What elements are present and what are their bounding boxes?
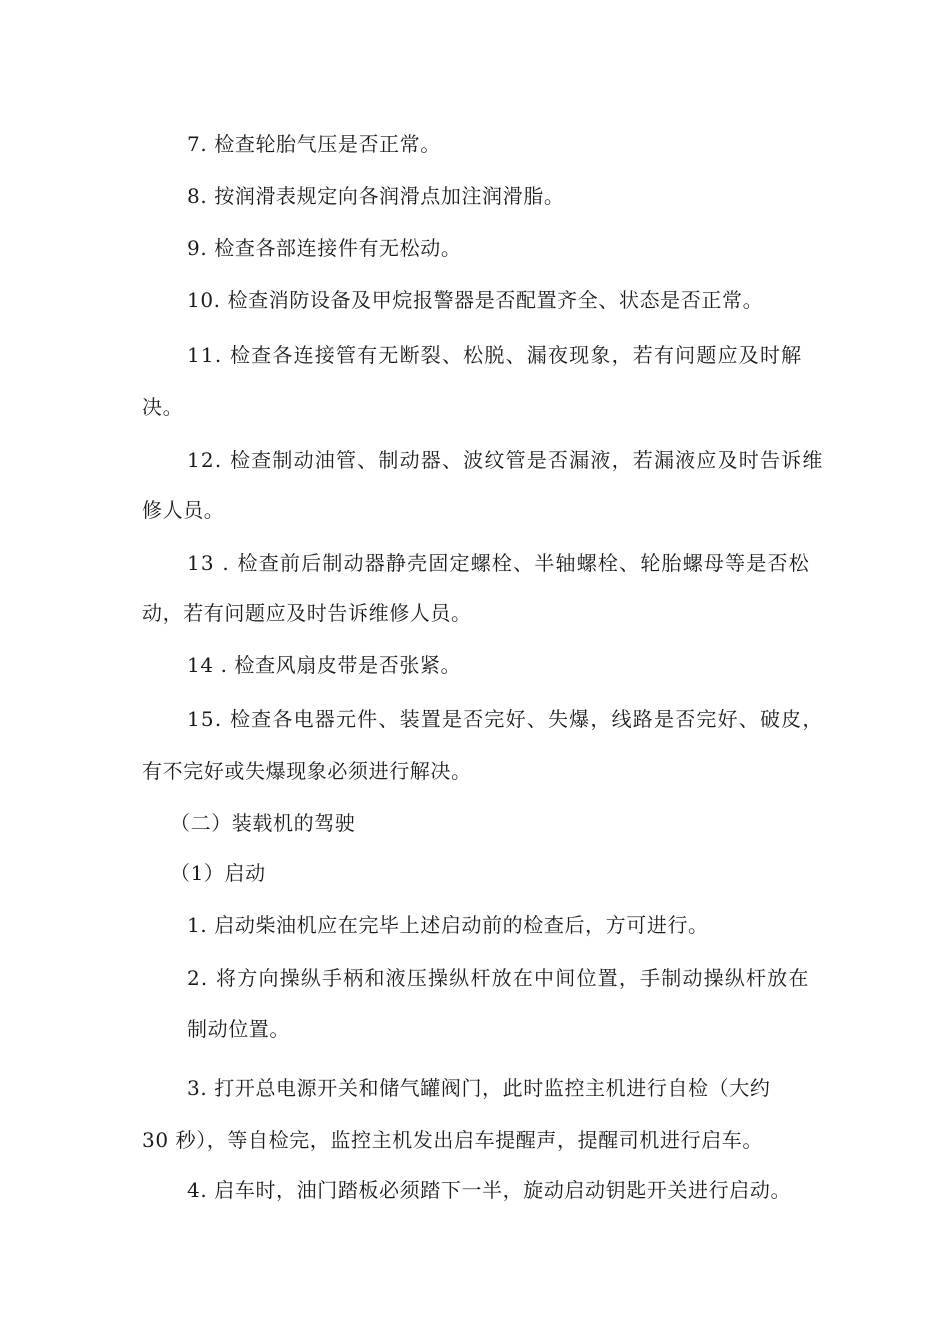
text-line: 7. 检查轮胎气压是否正常。 — [187, 132, 441, 156]
subsection-heading: （1）启动 — [170, 861, 266, 885]
text-line: 2. 将方向操纵手柄和液压操纵杆放在中间位置，手制动操纵杆放在 — [187, 966, 810, 990]
text-line: 10. 检查消防设备及甲烷报警器是否配置齐全、状态是否正常。 — [187, 288, 764, 312]
text-line: 制动位置。 — [187, 1017, 290, 1041]
text-line: 9. 检查各部连接件有无松动。 — [187, 236, 462, 260]
section-heading: （二）装载机的驾驶 — [170, 811, 356, 835]
text-line: 动，若有问题应及时告诉维修人员。 — [142, 601, 472, 625]
text-line: 1. 启动柴油机应在完毕上述启动前的检查后，方可进行。 — [187, 913, 709, 937]
text-line: 有不完好或失爆现象必须进行解决。 — [142, 759, 472, 783]
text-line: 12. 检查制动油管、制动器、波纹管是否漏液，若漏液应及时告诉维 — [187, 448, 824, 472]
text-line: 决。 — [142, 395, 184, 419]
text-line: 15. 检查各电器元件、装置是否完好、失爆，线路是否完好、破皮， — [187, 707, 824, 731]
text-line: 3. 打开总电源开关和储气罐阀门，此时监控主机进行自检（大约 — [187, 1076, 771, 1100]
text-line: 修人员。 — [142, 498, 225, 522]
text-line: 13 . 检查前后制动器静壳固定螺栓、半轴螺栓、轮胎螺母等是否松 — [187, 551, 810, 575]
text-line: 4. 启车时，油门踏板必须踏下一半，旋动启动钥匙开关进行启动。 — [187, 1178, 792, 1202]
text-line: 30 秒），等自检完，监控主机发出启车提醒声，提醒司机进行启车。 — [142, 1128, 764, 1152]
text-line: 11. 检查各连接管有无断裂、松脱、漏夜现象，若有问题应及时解 — [187, 343, 803, 367]
text-line: 8. 按润滑表规定向各润滑点加注润滑脂。 — [187, 184, 565, 208]
text-line: 14 . 检查风扇皮带是否张紧。 — [187, 653, 462, 677]
